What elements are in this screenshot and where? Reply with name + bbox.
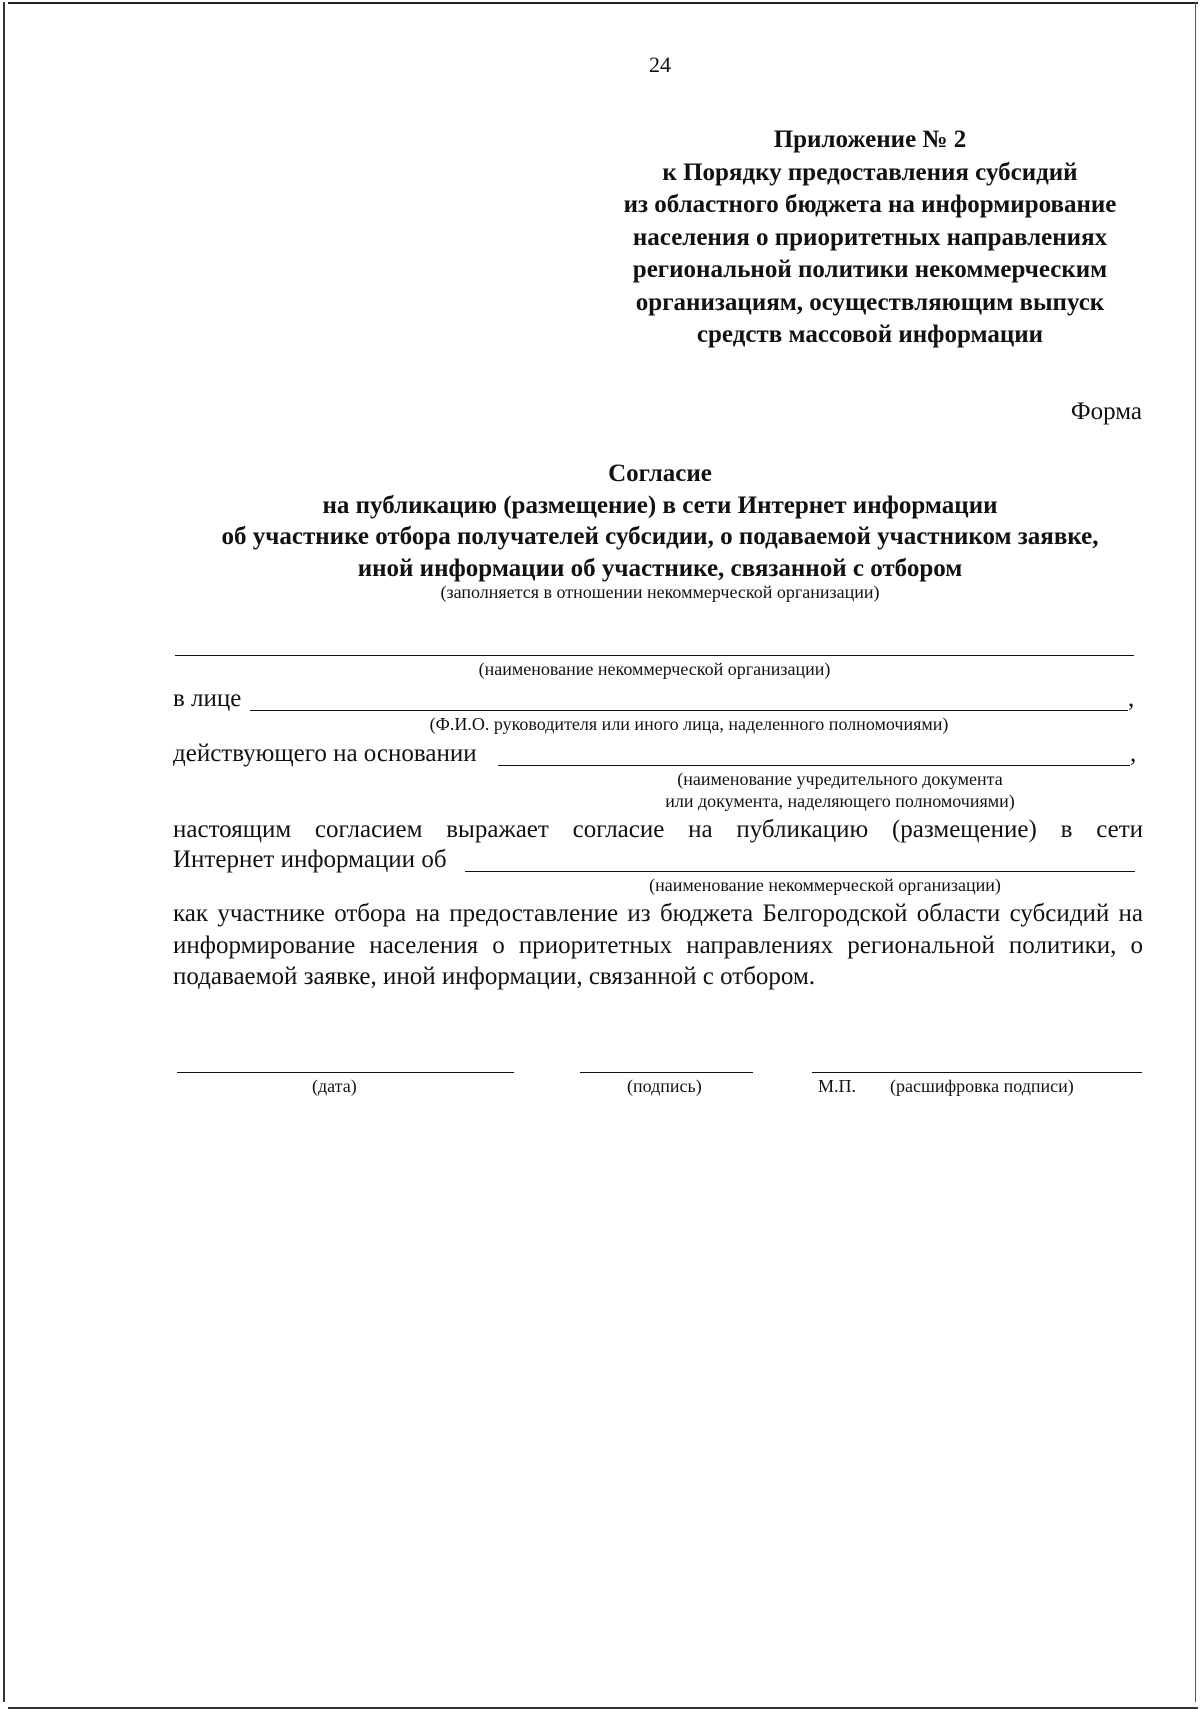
page-border-left [3, 2, 5, 1702]
signature-decode-field-line[interactable] [812, 1072, 1142, 1073]
stamp-caption: М.П. [818, 1076, 857, 1096]
appendix-line: из областного бюджета на информирование [623, 191, 1117, 218]
consent-title-line: Согласие [608, 460, 712, 487]
org-name-caption-2: (наименование некоммерческой организации) [649, 875, 1001, 895]
page-number: 24 [649, 52, 671, 77]
basis-caption-2: или документа, наделяющего полномочиями) [665, 791, 1015, 811]
appendix-line: организациям, осуществляющим выпуск [635, 288, 1105, 316]
appendix-line: населения о приоритетных направлениях [632, 223, 1108, 251]
consent-line-1: настоящим согласием выражает согласие на публикацию (размещение) в сети [173, 816, 1143, 843]
signature-field-line[interactable] [580, 1072, 753, 1073]
consent-prefix-2: Интернет информации об [173, 846, 447, 873]
appendix-header [580, 124, 1160, 352]
page-border-right [1195, 2, 1196, 1702]
date-field-line[interactable] [177, 1072, 514, 1073]
appendix-line: региональной политики некоммерческим [632, 256, 1108, 283]
person-field-line[interactable] [250, 710, 1128, 711]
basis-field-line[interactable] [498, 765, 1130, 766]
person-prefix: в лице [173, 685, 242, 712]
consent-title-line: об участнике отбора получателей субсидии, о подаваемой участником заявке, [221, 523, 1099, 550]
consent-note: (заполняется в отношении некоммерческой организации) [440, 582, 880, 602]
page-border-top [8, 2, 1198, 4]
basis-prefix: действующего на основании [173, 740, 477, 767]
org-name-caption: (наименование некоммерческой организации) [478, 659, 831, 679]
consent-paragraph: как участнике отбора на предоставление из бюджета Белгородской области субсидий на информирование населения о приоритетных направлениях региональной политики, о подаваемой заявке, иной информации, связанной с отбором. [173, 900, 1143, 990]
org-name-field-line-2[interactable] [465, 871, 1135, 872]
basis-caption-1: (наименование учредительного документа [677, 769, 1003, 789]
consent-title-line: иной информации об участнике, связанной с отбором [357, 554, 963, 582]
appendix-line: к Порядку предоставления субсидий [662, 158, 1078, 186]
date-caption: (дата) [312, 1076, 357, 1096]
org-name-field-line[interactable] [175, 655, 1134, 656]
consent-title [140, 458, 1180, 584]
person-caption: (Ф.И.О. руководителя или иного лица, наделенного полномочиями) [429, 714, 949, 734]
signature-caption: (подпись) [627, 1076, 702, 1096]
appendix-line: средств массовой информации [696, 321, 1044, 348]
basis-suffix: , [1130, 740, 1137, 767]
form-label: Форма [1070, 398, 1142, 425]
signature-decode-caption: (расшифровка подписи) [890, 1076, 1074, 1096]
person-suffix: , [1128, 685, 1135, 712]
consent-title-line: на публикацию (размещение) в сети Интернет информации [322, 491, 998, 519]
appendix-line: Приложение № 2 [773, 126, 967, 153]
